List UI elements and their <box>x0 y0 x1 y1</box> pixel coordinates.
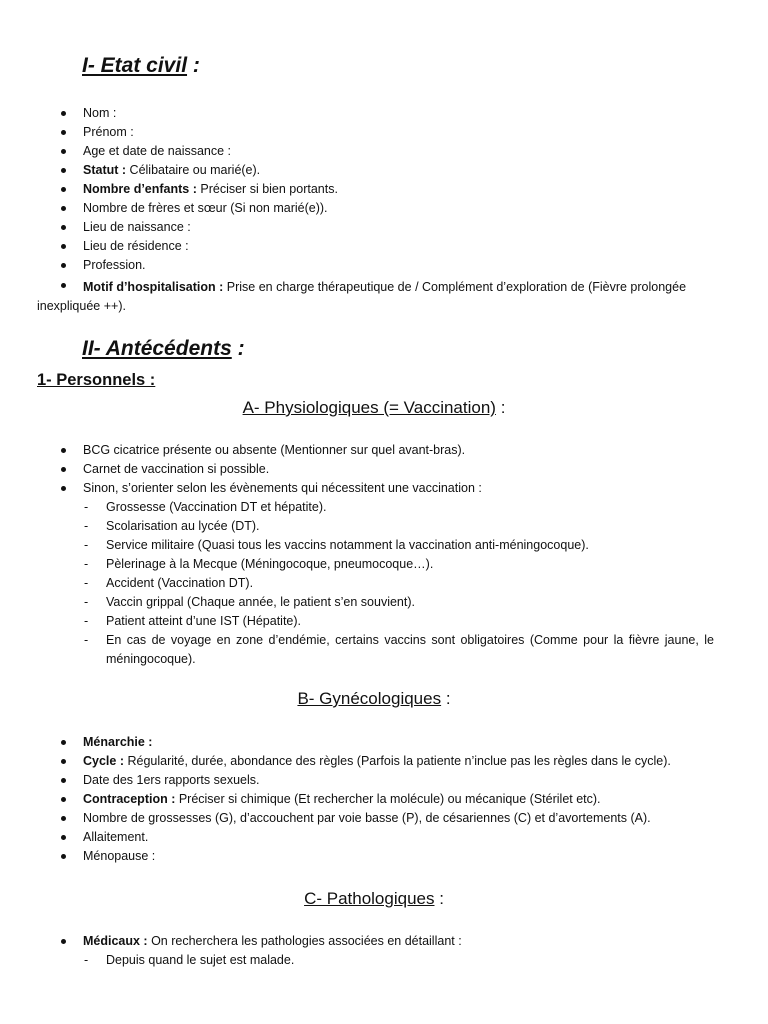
list-item: Ménarchie : <box>83 733 723 752</box>
list-item: Lieu de naissance : <box>83 218 723 237</box>
physiologiques-list <box>83 441 723 498</box>
list-item: BCG cicatrice présente ou absente (Mentionner sur quel avant-bras). <box>83 441 723 460</box>
list-item: Cycle : Régularité, durée, abondance des règles (Parfois la patiente n’inclue pas les règles dans le cycle). <box>83 752 723 771</box>
heading-pathologiques <box>0 889 748 909</box>
section-title-antecedents <box>82 337 245 361</box>
list-item: - Service militaire (Quasi tous les vaccins notamment la vaccination anti-méningocoque). <box>106 536 714 555</box>
list-item: Allaitement. <box>83 828 723 847</box>
section-title-text: I- Etat civil <box>82 54 188 77</box>
motif-hospitalisation <box>37 278 715 316</box>
list-item: Sinon, s’orienter selon les évènements qui nécessitent une vaccination : <box>83 479 723 498</box>
list-item: - Patient atteint d’une IST (Hépatite). <box>106 612 714 631</box>
heading-text: A- Physiologiques (= Vaccination) <box>242 398 496 417</box>
vaccination-events-list <box>106 498 714 669</box>
list-item: Nombre d’enfants : Préciser si bien portants. <box>83 180 723 199</box>
list-item: Date des 1ers rapports sexuels. <box>83 771 723 790</box>
heading-gynecologiques <box>0 689 748 709</box>
motif-text: Prise en charge thérapeutique de / Complément d’exploration de (Fièvre prolongée inexpliquée ++). <box>37 280 687 313</box>
list-item: - Accident (Vaccination DT). <box>106 574 714 593</box>
list-item: Age et date de naissance : <box>83 142 723 161</box>
list-item: Statut : Célibataire ou marié(e). <box>83 161 723 180</box>
heading-text: C- Pathologiques <box>304 889 435 908</box>
list-item: Prénom : <box>83 123 723 142</box>
list-item: Ménopause : <box>83 847 723 866</box>
section-title-text: II- Antécédents <box>82 337 232 360</box>
list-item: - Grossesse (Vaccination DT et hépatite). <box>106 498 714 517</box>
list-item: Nombre de grossesses (G), d’accouchent par voie basse (P), de césariennes (C) et d’avortements (A). <box>83 809 723 828</box>
gynecologiques-list <box>83 733 723 866</box>
pathologiques-list <box>83 932 723 951</box>
bullet-dot-icon <box>61 283 66 288</box>
heading-physiologiques <box>0 398 748 418</box>
heading-text: B- Gynécologiques <box>297 689 442 708</box>
heading-colon: : <box>434 889 444 908</box>
list-item: Contraception : Préciser si chimique (Et rechercher la molécule) ou mécanique (Stérilet etc). <box>83 790 723 809</box>
list-item: Carnet de vaccination si possible. <box>83 460 723 479</box>
list-item: - Pèlerinage à la Mecque (Méningocoque, pneumocoque…). <box>106 555 714 574</box>
motif-label: Motif d’hospitalisation : <box>83 280 224 294</box>
section-title-colon: : <box>231 337 245 360</box>
list-item: Médicaux : On recherchera les pathologies associées en détaillant : <box>83 932 723 951</box>
medicaux-details-list <box>106 951 714 970</box>
list-item: - En cas de voyage en zone d’endémie, certains vaccins sont obligatoires (Comme pour la fièvre jaune, le méningocoque). <box>106 631 714 669</box>
section-title-colon: : <box>187 54 200 77</box>
list-item: - Depuis quand le sujet est malade. <box>106 951 714 970</box>
list-item: Profession. <box>83 256 723 275</box>
section-title-etat-civil <box>82 54 200 78</box>
list-item: Nom : <box>83 104 723 123</box>
heading-colon: : <box>441 689 451 708</box>
etat-civil-list <box>83 104 723 275</box>
list-item: - Scolarisation au lycée (DT). <box>106 517 714 536</box>
heading-colon: : <box>495 398 506 417</box>
list-item: Lieu de résidence : <box>83 237 723 256</box>
list-item: Nombre de frères et sœur (Si non marié(e)). <box>83 199 723 218</box>
subsection-title-personnels <box>37 371 155 390</box>
list-item: - Vaccin grippal (Chaque année, le patient s’en souvient). <box>106 593 714 612</box>
subsection-title-text: 1- Personnels : <box>37 371 156 389</box>
